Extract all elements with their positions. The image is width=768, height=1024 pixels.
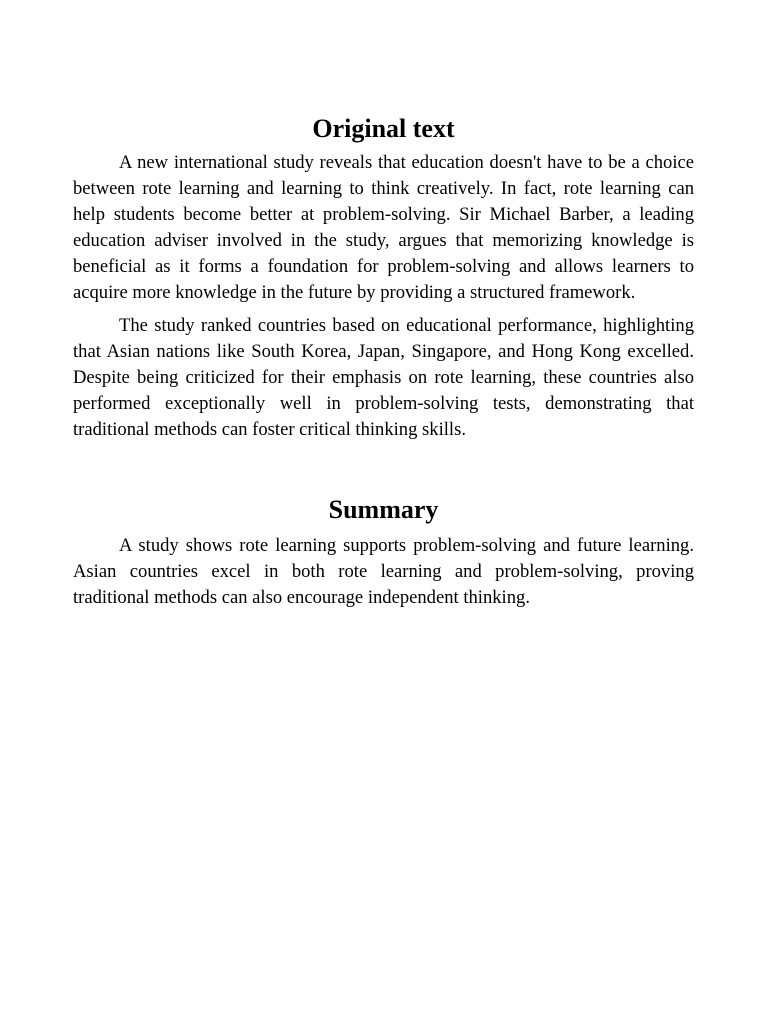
document-page (73, 112, 694, 611)
summary-section (73, 493, 694, 611)
summary-paragraph-1: A study shows rote learning supports problem-solving and future learning. Asian countries excel in both rote learning and problem-solving, proving traditional methods can also encourage independent thinking. (73, 534, 694, 608)
summary-heading: Summary (328, 494, 439, 524)
original-paragraph-1: A new international study reveals that education doesn't have to be a choice between rote learning and learning to think creatively. In fact, rote learning can help students become better at problem-solving. Sir Michael Barber, a leading education adviser involved in the study, argues that memorizing knowledge is beneficial as it forms a foundation for problem-solving and allows learners to acquire more knowledge in the future by providing a structured framework. (73, 152, 694, 303)
original-paragraph-2: The study ranked countries based on educational performance, highlighting that Asian nations like South Korea, Japan, Singapore, and Hong Kong excelled. Despite being criticized for their emphasis on rote learning, these countries also performed exceptionally well in problem-solving tests, demonstrating that traditional methods can foster critical thinking skills. (73, 315, 694, 441)
original-text-heading: Original text (312, 114, 455, 143)
original-text-section (73, 112, 694, 443)
